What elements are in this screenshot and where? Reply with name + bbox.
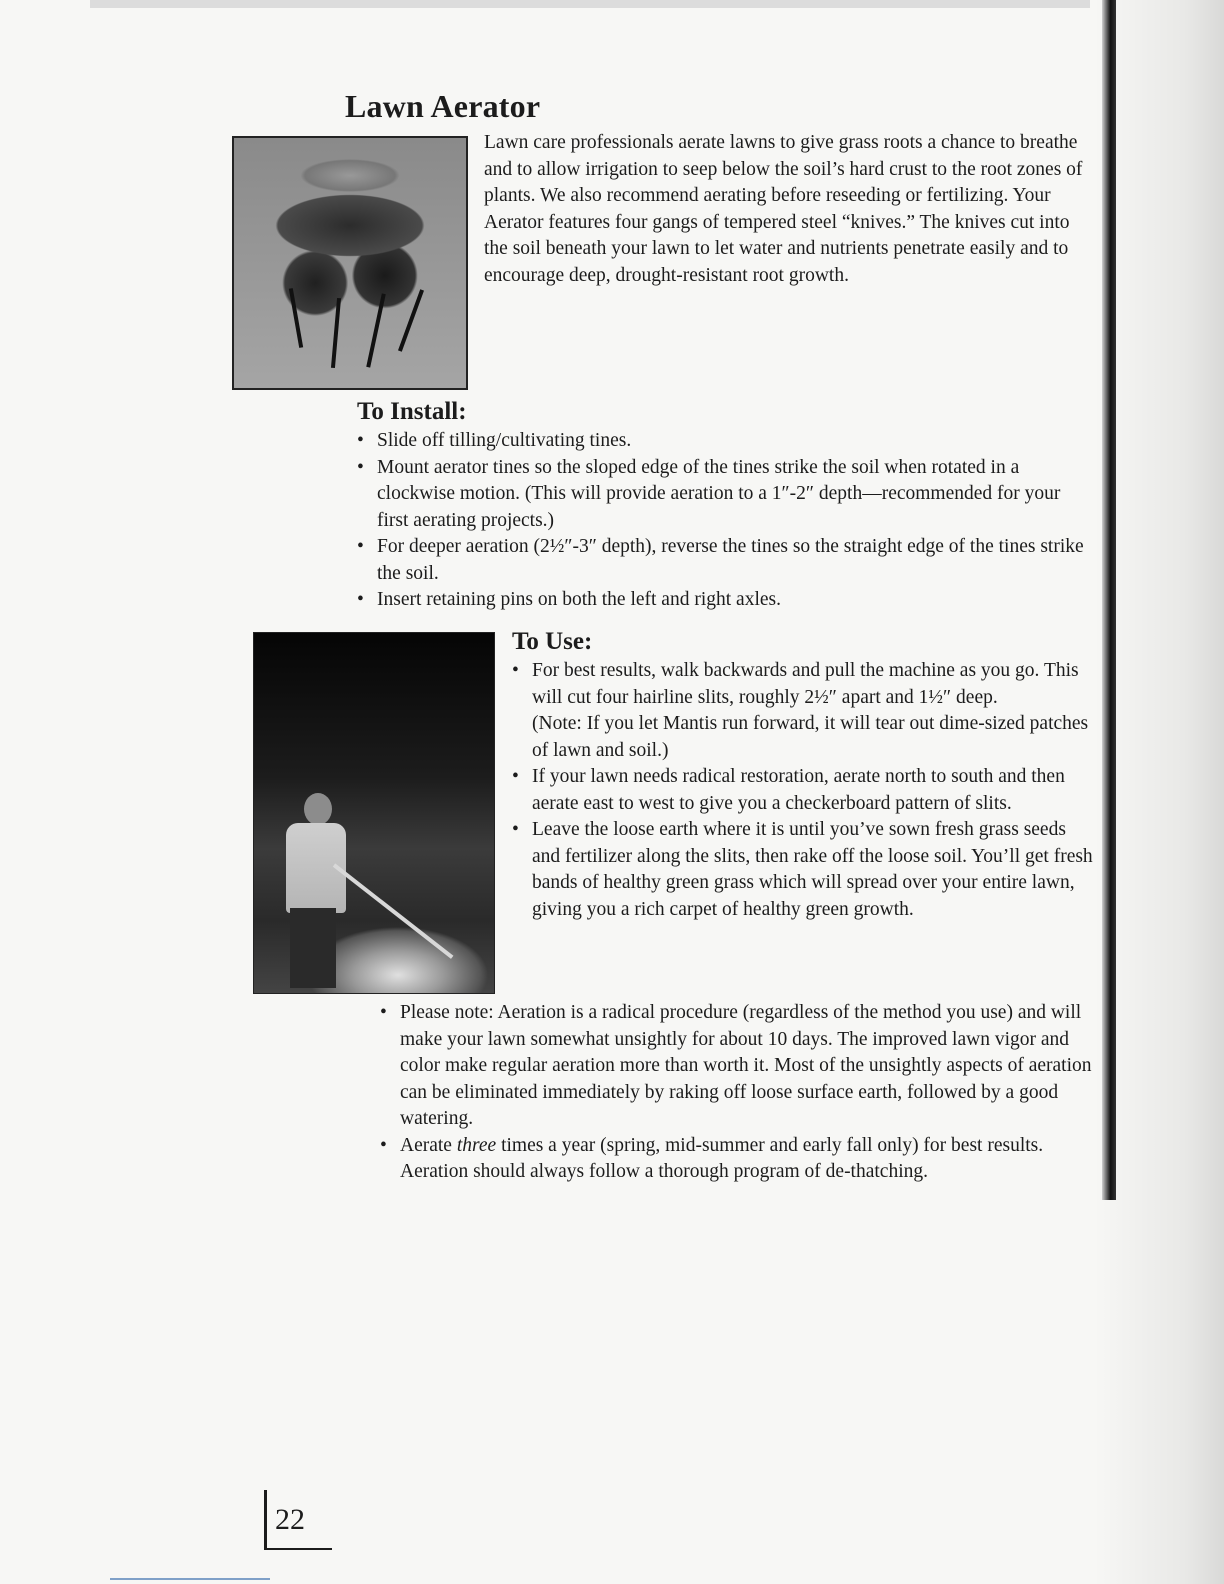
install-list [357,428,1092,614]
final-notes-list [380,1000,1095,1186]
aerate-frequency-item [380,1133,1095,1186]
person-aerating-photo [253,632,495,994]
aerate-suffix: times a year (spring, mid-summer and early fall only) for best results. Aeration should always follow a thorough program of de-thatching. [400,1134,1044,1182]
page-number: 22 [264,1490,332,1550]
use-item [512,764,1096,817]
install-item: • Insert retaining pins on both the left and right axles. [357,587,1092,614]
use-item-text: For best results, walk backwards and pull the machine as you go. This will cut four hairline slits, roughly 2½″ apart and 1½″ deep. [532,660,1079,708]
binding-edge [1102,0,1116,1200]
aerate-emphasis: three [456,1134,497,1156]
use-list [512,658,1096,923]
intro-paragraph [484,130,1084,289]
install-heading: To Install: [357,398,467,425]
use-item-text: If your lawn needs radical restoration, aerate north to south and then aerate east to west to give you a checkerboard pattern of slits. [532,766,1065,814]
use-item-text: Leave the loose earth where it is until you’ve sown fresh grass seeds and fertilizer along the slits, then rake off the loose soil. You’ll get fresh bands of healthy green grass which will spread over your entire lawn, giving you a rich carpet of healthy green growth. [532,819,1093,920]
intro-text: Lawn care professionals aerate lawns to give grass roots a chance to breathe and to allow irrigation to seep below the soil’s hard crust to the root zones of plants. We also recommend aerating before reseeding or fertilizing. Your Aerator features four gangs of tempered steel “knives.” The knives cut into the soil beneath your lawn to let water and nutrients penetrate easily and to encourage deep, drought-resistant root growth. [484,132,1083,286]
person-legs [290,908,336,988]
install-item: • Mount aerator tines so the sloped edge of the tines strike the soil when rotated in a clockwise motion. (This will provide aeration to a 1″-2″ depth—recommended for your first aerating projects.) [357,455,1092,535]
use-heading: To Use: [512,628,593,655]
tiller-handle [333,863,454,959]
use-item-note: (Note: If you let Mantis run forward, it will tear out dime-sized patches of lawn and soil.) [532,713,1089,761]
bottom-edge-line [110,1578,270,1580]
install-item: • For deeper aeration (2½″-3″ depth), reverse the tines so the straight edge of the tines strike the soil. [357,534,1092,587]
aerate-prefix: Aerate [400,1134,457,1156]
top-edge [90,0,1090,8]
install-item: • Slide off tilling/cultivating tines. [357,428,1092,455]
aerator-photo [232,136,468,390]
please-note-item: • Please note: Aeration is a radical procedure (regardless of the method you use) and will make your lawn somewhat unsightly for about 10 days. The improved lawn vigor and color make regular aeration more than worth it. Most of the unsightly aspects of aeration can be eliminated immediately by raking off loose surface earth, followed by a good watering. [380,1000,1095,1133]
use-item [512,658,1096,764]
page-title: Lawn Aerator [345,88,541,124]
use-item [512,817,1096,923]
person-head [304,793,332,825]
